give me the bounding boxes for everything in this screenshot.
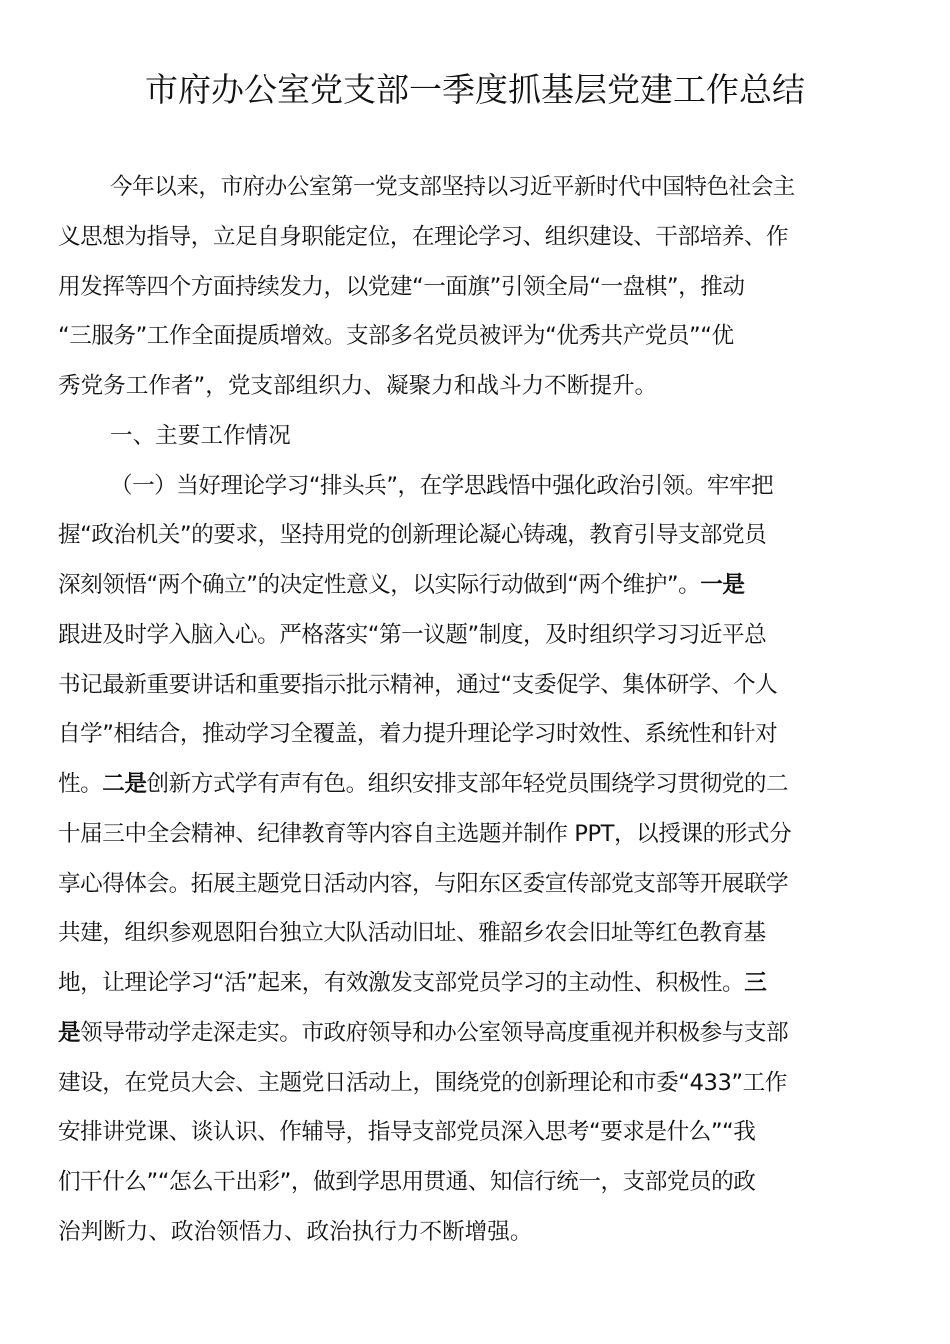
text-line [58,860,888,910]
text-line [58,1059,888,1109]
text-line [58,561,888,611]
text-line [58,810,888,860]
text-line [58,312,888,362]
text-run: 享心得体会。拓展主题党日活动内容，与阳东区委宣传部党支部等开展联学 [58,870,789,897]
text-run: 领导带动学走深走实。市政府领导和办公室领导高度重视并积极参与支部 [80,1019,789,1046]
text-run: 性。 [58,771,103,797]
text-run: 治判断力、政治领悟力、政治执行力不断增强。 [58,1218,533,1245]
text-run: 们干什么”“怎么干出彩”，做到学思用贯通、知信行统一，支部党员的政 [58,1169,756,1195]
subsection-heading-line [58,462,888,512]
text-line [58,263,888,313]
text-line [58,959,888,1009]
text-run: 握“政治机关”的要求，坚持用党的创新理论凝心铸魂，教育引导支部党员 [58,522,767,549]
text-run: 秀党务工作者”，党支部组织力、凝聚力和战斗力不断提升。 [58,373,658,399]
text-line [58,1208,888,1258]
text-run: 跟进及时学入脑入心。严格落实“第一议题”制度，及时组织学习习近平总 [58,621,767,648]
text-run: 共建，组织参观恩阳台独立大队活动旧址、雅韶乡农会旧址等红色教育基 [58,920,766,947]
text-line [58,611,888,661]
text-run: 地，让理论学习“活”起来，有效激发支部党员学习的主动性、积极性。 [58,970,745,996]
bold-text-run: 是 [58,1019,81,1046]
text-line [58,1158,888,1208]
text-line [58,511,888,561]
text-line [58,909,888,959]
section-heading [58,412,888,462]
text-line [58,661,888,711]
text-run: “三服务”工作全面提质增效。支部多名党员被评为“优秀共产党员”“优 [58,323,734,350]
text-line [58,1009,888,1059]
text-line [58,362,888,412]
text-run: 自学”相结合，推动学习全覆盖，着力提升理论学习时效性、系统性和针对 [58,721,778,748]
text-line [58,760,888,810]
bold-text-run: 三 [744,970,767,996]
document-title: 市府办公室党支部一季度抓基层党建工作总结 [145,70,805,109]
text-run: 创新方式学有声有色。组织安排支部年轻党员围绕学习贯彻党的二 [146,771,789,797]
text-run: 用发挥等四个方面持续发力，以党建“一面旗”引领全局“一盘棋”，推动 [58,273,745,300]
text-run: 建设，在党员大会、主题党日活动上，围绕党的创新理论和市委“433”工作 [58,1069,787,1096]
bold-text-run: 二是 [102,771,147,797]
text-run: 今年以来，市府办公室第一党支部坚持以习近平新时代中国特色社会主 [110,174,795,200]
bold-text-run: 一是 [700,572,745,598]
text-line [58,213,888,263]
text-run: （一）当好理论学习“排头兵”，在学思践悟中强化政治引领。牢牢把 [110,472,774,499]
text-run: 义思想为指导，立足自身职能定位，在理论学习、组织建设、干部培养、作 [58,223,789,250]
text-run: 书记最新重要讲话和重要指示批示精神，通过“支委促学、集体研学、个人 [58,671,778,698]
text-run: 深刻领悟“两个确立”的决定性意义，以实际行动做到“两个维护”。 [58,572,701,598]
document-body [58,163,888,1258]
text-line [58,163,888,213]
text-run: 安排讲党课、谈认识、作辅导，指导支部党员深入思考“要求是什么”“我 [58,1119,756,1146]
text-run: 十届三中全会精神、纪律教育等内容自主选题并制作 PPT，以授课的形式分 [58,820,792,847]
text-line [58,1108,888,1158]
text-line [58,710,888,760]
text-run: 一、主要工作情况 [110,422,291,449]
